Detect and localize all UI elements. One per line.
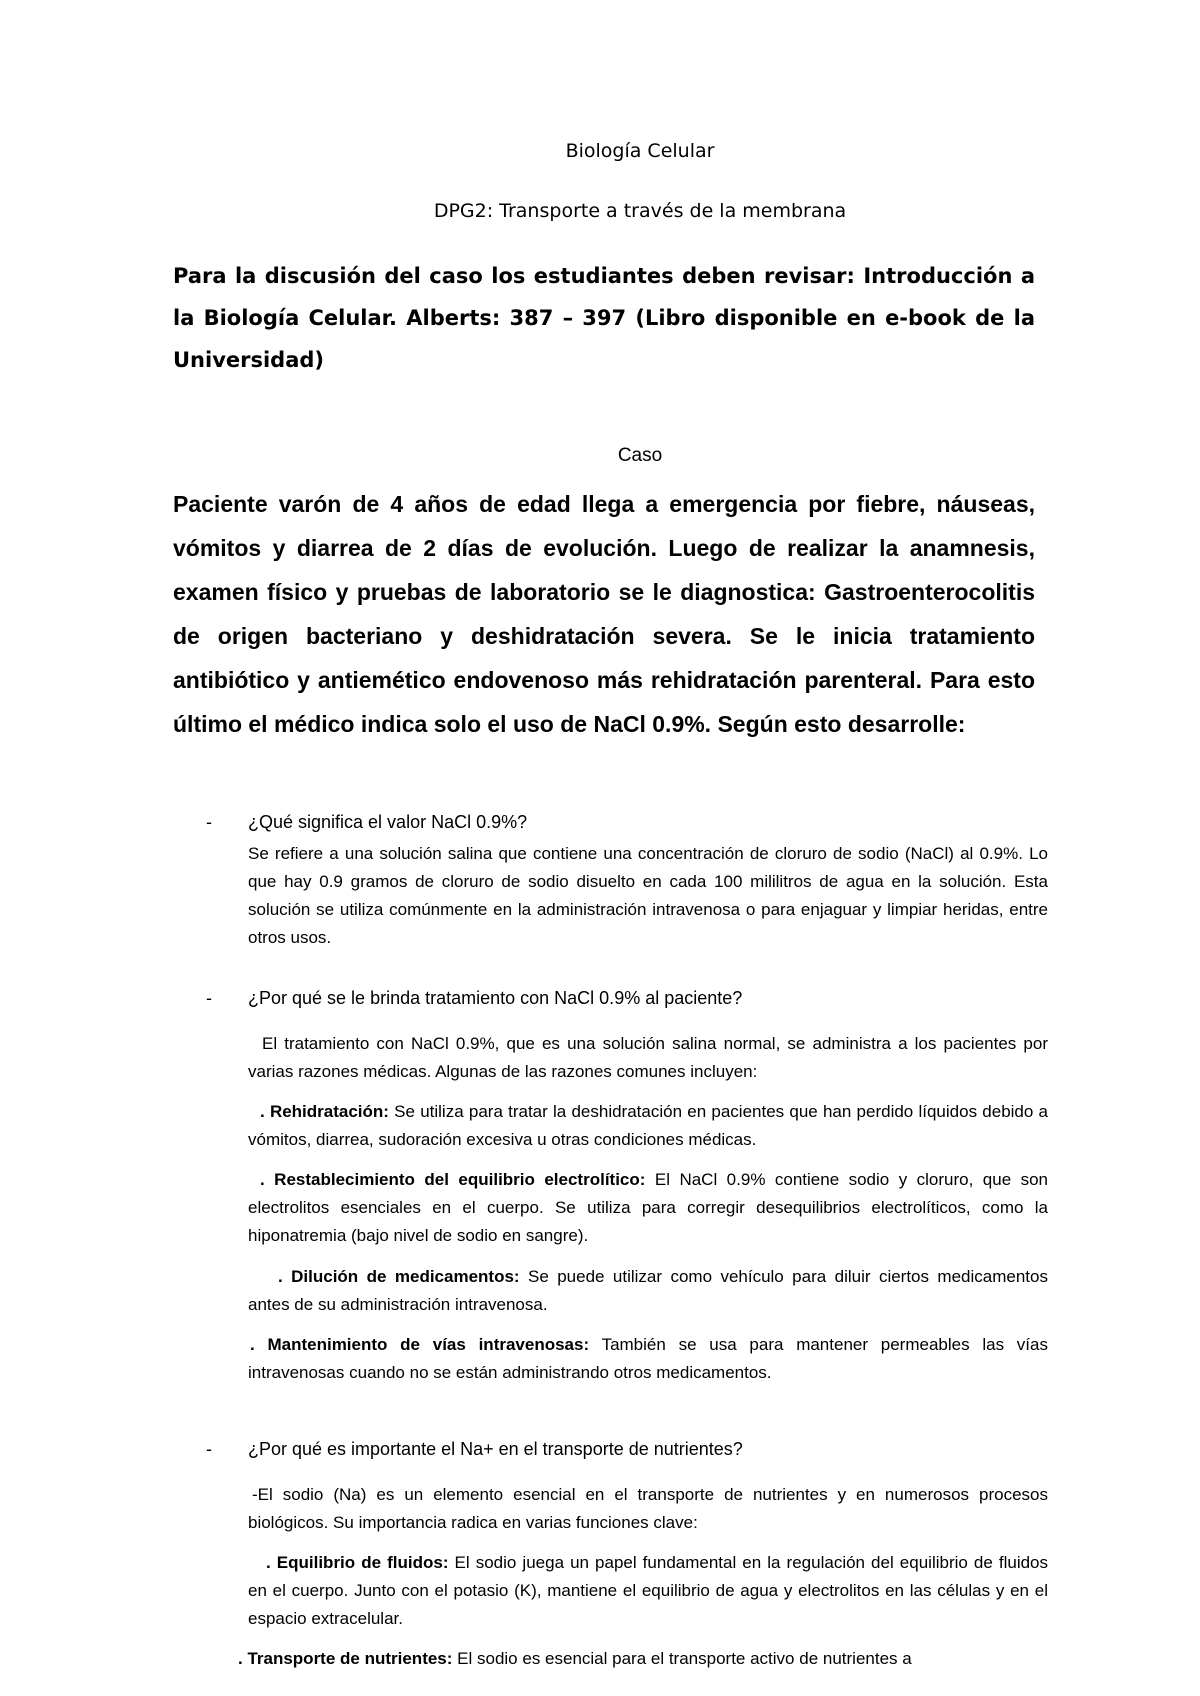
list-item xyxy=(248,1098,1048,1154)
case-label: Caso xyxy=(617,445,663,466)
question-2: ¿Por qué se le brinda tratamiento con NaCl 0.9% al paciente? xyxy=(248,988,743,1008)
bullet-dash: - xyxy=(206,988,212,1008)
list-item xyxy=(248,1166,1048,1250)
item-text: También se usa para mantener permeables las vías intravenosas cuando no se están administrando otros medicamentos. xyxy=(248,1335,1048,1382)
item-text: Se utiliza para tratar la deshidratación en pacientes que han perdido líquidos debido a vómitos, diarrea, sudoración excesiva u otras condiciones médicas. xyxy=(248,1102,1049,1149)
bullet-dash: - xyxy=(206,812,212,832)
question-3: ¿Por qué es importante el Na+ en el transporte de nutrientes? xyxy=(248,1439,743,1459)
item-text: El NaCl 0.9% contiene sodio y cloruro, que son electrolitos esenciales en el cuerpo. Se utiliza para corregir desequilibrios electrolíticos, como la hiponatremia (bajo nivel de sodio en sangre). xyxy=(248,1170,1049,1245)
item-text: Se puede utilizar como vehículo para diluir ciertos medicamentos antes de su administración intravenosa. xyxy=(248,1267,1048,1314)
answer-2: El tratamiento con NaCl 0.9%, que es una solución salina normal, se administra a los pacientes por varias razones médicas. Algunas de las razones comunes incluyen: xyxy=(248,1034,1048,1081)
item-title: . Transporte de nutrientes: xyxy=(238,1649,453,1668)
item-title: . Restablecimiento del equilibrio electrolítico: xyxy=(260,1170,646,1189)
question-1: ¿Qué significa el valor NaCl 0.9%? xyxy=(248,812,528,832)
list-item xyxy=(248,1263,1048,1319)
answer-1: Se refiere a una solución salina que contiene una concentración de cloruro de sodio (NaCl) al 0.9%. Lo que hay 0.9 gramos de cloruro de sodio disuelto en cada 100 mililitros de agua en la solución. Esta solución se utiliza comúnmente en la administración intravenosa o para enjaguar y limpiar heridas, entre otros usos. xyxy=(248,844,1048,947)
course-title: Biología Celular xyxy=(565,140,715,162)
item-title: . Rehidratación: xyxy=(260,1102,389,1121)
bullet-dash: - xyxy=(206,1439,212,1459)
item-title: . Mantenimiento de vías intravenosas: xyxy=(250,1335,590,1354)
list-item xyxy=(248,1549,1048,1633)
list-item xyxy=(248,1331,1048,1387)
topic-title: DPG2: Transporte a través de la membrana xyxy=(433,200,847,222)
case-paragraph: Paciente varón de 4 años de edad llega a emergencia por fiebre, náuseas, vómitos y diarrea de 2 días de evolución. Luego de realizar la anamnesis, examen físico y pruebas de laboratorio se le diagnostica: Gastroenterocolitis de origen bacteriano y deshidratación severa. Se le inicia tratamiento antibiótico y antiemético endovenoso más rehidratación parenteral. Para esto último el médico indica solo el uso de NaCl 0.9%. Según esto desarrolle: xyxy=(173,491,1035,737)
item-text: El sodio juega un papel fundamental en la regulación del equilibrio de fluidos en el cuerpo. Junto con el potasio (K), mantiene el equilibrio de agua y electrolitos en las células y en el espacio extracelular. xyxy=(248,1553,1048,1628)
intro-paragraph: Para la discusión del caso los estudiantes deben revisar: Introducción a la Biología Celular. Alberts: 387 – 397 (Libro disponible en e-book de la Universidad) xyxy=(173,264,1035,372)
list-item xyxy=(238,1645,1058,1673)
item-text: El sodio es esencial para el transporte activo de nutrientes a xyxy=(452,1649,912,1668)
item-title: . Equilibrio de fluidos: xyxy=(266,1553,449,1572)
answer-3: -El sodio (Na) es un elemento esencial en el transporte de nutrientes y en numerosos procesos biológicos. Su importancia radica en varias funciones clave: xyxy=(248,1485,1048,1532)
item-title: . Dilución de medicamentos: xyxy=(278,1267,520,1286)
